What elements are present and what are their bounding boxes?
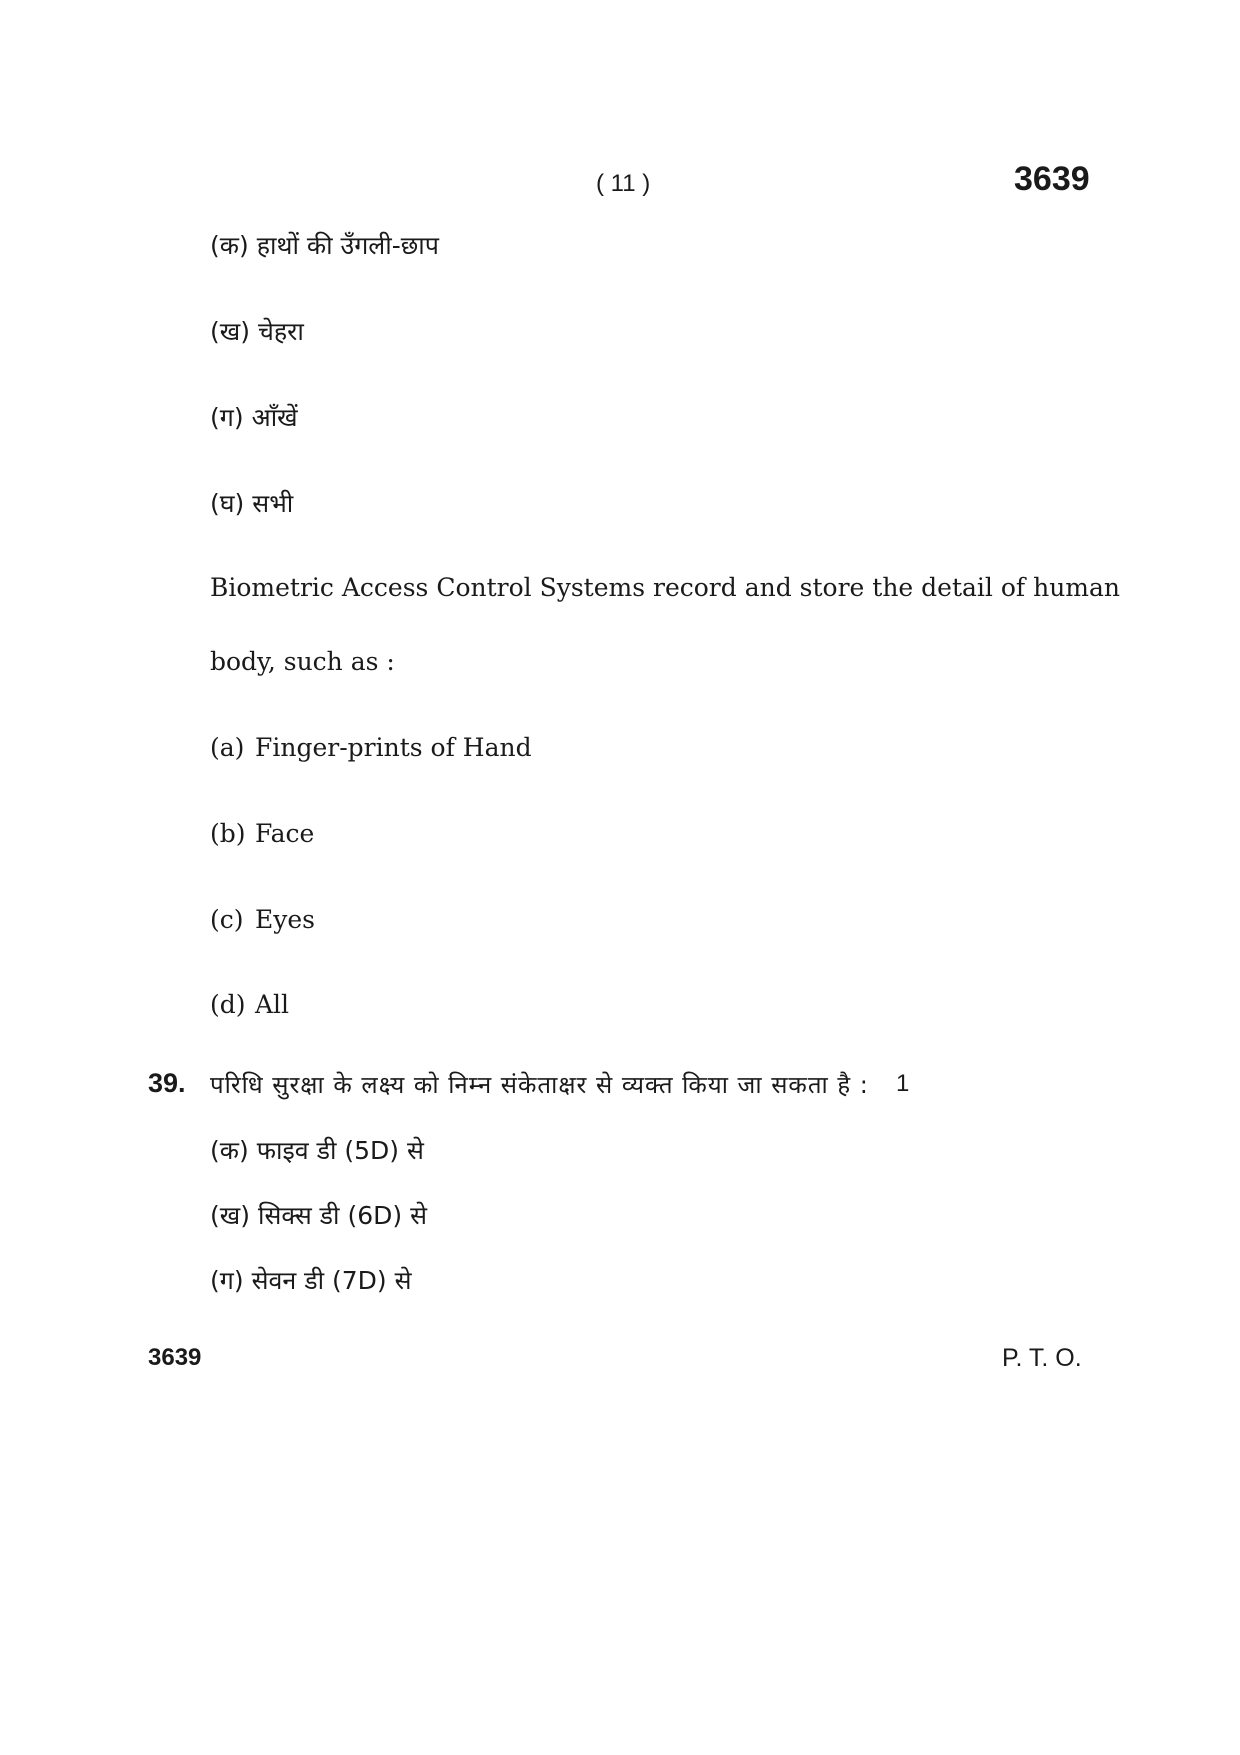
page-number: ( 11 ) [596, 170, 651, 197]
english-question-line-2: body, such as : [210, 647, 395, 676]
option-label: (क) [210, 1136, 249, 1165]
english-option-c [210, 905, 315, 934]
option-label: (ग) [210, 1266, 244, 1295]
question-marks: 1 [896, 1070, 910, 1097]
option-text: Finger-prints of Hand [255, 733, 532, 762]
english-option-d [210, 990, 289, 1019]
option-text: Eyes [255, 905, 315, 934]
option-label: (a) [210, 733, 245, 762]
option-text: चेहरा [257, 317, 304, 346]
paper-code-footer: 3639 [148, 1344, 202, 1371]
q39-option-ga [210, 1263, 412, 1297]
english-option-b [210, 819, 314, 848]
option-text: फाइव डी (5D) से [256, 1136, 424, 1165]
option-label: (d) [210, 990, 246, 1019]
option-label: (घ) [210, 489, 245, 518]
option-text: सिक्स डी (6D) से [257, 1201, 427, 1230]
option-label: (c) [210, 905, 244, 934]
hindi-option-ka [210, 228, 439, 262]
question-number: 39. [148, 1068, 186, 1098]
q39-option-ka [210, 1133, 424, 1167]
option-label: (ग) [210, 403, 244, 432]
option-label: (क) [210, 231, 249, 260]
question-text: परिधि सुरक्षा के लक्ष्य को निम्न संकेताक्षर से व्यक्त किया जा सकता है : [210, 1071, 869, 1099]
hindi-option-kha [210, 314, 304, 348]
english-option-a [210, 733, 532, 762]
option-text: आँखें [251, 403, 298, 432]
hindi-option-gha [210, 486, 293, 520]
english-question-line-1: Biometric Access Control Systems record and store the detail of human [210, 573, 1121, 602]
pto-marker: P. T. O. [1002, 1344, 1082, 1372]
hindi-option-ga [210, 400, 298, 434]
paper-code-header: 3639 [1014, 160, 1090, 198]
option-text: सेवन डी (7D) से [251, 1266, 412, 1295]
option-text: All [255, 990, 290, 1019]
option-label: (b) [210, 819, 246, 848]
option-label: (ख) [210, 1201, 250, 1230]
option-text: सभी [252, 489, 294, 518]
option-text: हाथों की उँगली-छाप [256, 231, 439, 260]
option-text: Face [255, 819, 315, 848]
option-label: (ख) [210, 317, 250, 346]
q39-option-kha [210, 1198, 427, 1232]
